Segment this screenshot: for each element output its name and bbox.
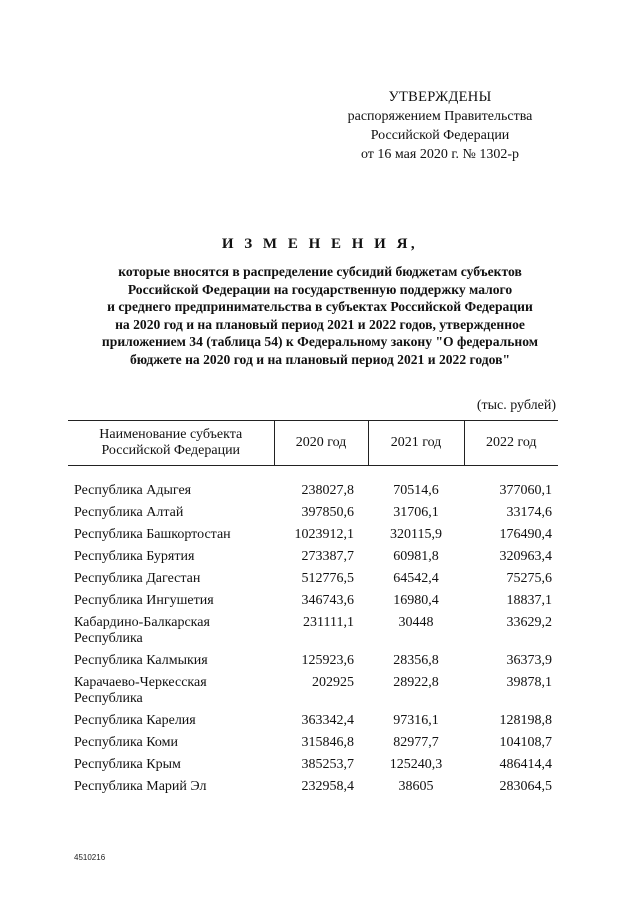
row-value-2021: 38605 — [398, 779, 434, 794]
units-label: (тыс. рублей) — [476, 398, 556, 413]
row-value-2022: 104108,7 — [499, 735, 552, 750]
subtitle-line: которые вносятся в распределение субсидий бюджетам субъектов — [118, 264, 522, 279]
document-title: И З М Е Н Е Н И Я, — [221, 236, 419, 252]
header-subject-line2: Российской Федерации — [101, 443, 241, 458]
table-row — [68, 480, 558, 502]
subtitle-line: приложением 34 (таблица 54) к Федеральному закону "О федеральном — [101, 334, 539, 349]
row-value-2022: 377060,1 — [499, 483, 552, 498]
row-subject-name-line1: Кабардино-Балкарская — [74, 615, 210, 630]
row-value-2020: 385253,7 — [301, 757, 354, 772]
approval-date-line: от 16 мая 2020 г. № 1302-р — [360, 147, 520, 162]
header-2021: 2021 год — [368, 421, 464, 466]
row-value-2021: 82977,7 — [393, 735, 439, 750]
row-subject-name-line1: Республика Ингушетия — [74, 593, 214, 608]
header-subject-line1: Наименование субъекта — [99, 427, 243, 442]
row-value-2021: 16980,4 — [393, 593, 439, 608]
table-row — [68, 754, 558, 776]
row-value-2021: 97316,1 — [393, 713, 439, 728]
row-value-2022: 36373,9 — [506, 653, 552, 668]
row-subject-name-line1: Республика Дагестан — [74, 571, 201, 586]
table-row — [68, 710, 558, 732]
row-value-2022: 283064,5 — [499, 779, 552, 794]
subtitle-line: на 2020 год и на плановый период 2021 и 2022 годов, утвержденное — [115, 316, 525, 332]
row-subject-name-line2: Республика — [74, 631, 143, 646]
row-value-2022: 486414,4 — [499, 757, 552, 772]
row-value-2021: 60981,8 — [393, 549, 439, 564]
row-value-2020: 232958,4 — [301, 779, 354, 794]
row-subject-name — [68, 650, 274, 672]
row-value-2020: 363342,4 — [301, 713, 354, 728]
approval-line: Российской Федерации — [370, 128, 510, 143]
row-subject-name-line1: Республика Алтай — [74, 505, 184, 520]
row-value-2022: 33174,6 — [506, 505, 552, 520]
table-row — [68, 672, 558, 710]
row-value-2020: 1023912,1 — [294, 527, 354, 542]
row-subject-name — [68, 546, 274, 568]
row-value-2022: 176490,4 — [499, 527, 552, 542]
row-subject-name-line1: Республика Бурятия — [74, 549, 195, 564]
row-subject-name-line1: Республика Марий Эл — [74, 779, 207, 794]
row-value-2020: 238027,8 — [301, 483, 354, 498]
table-row — [68, 590, 558, 612]
row-subject-name-line1: Республика Карелия — [74, 713, 196, 728]
row-value-2020: 346743,6 — [301, 593, 354, 608]
table-row — [68, 524, 558, 546]
row-value-2020: 273387,7 — [301, 549, 354, 564]
row-subject-name-line1: Республика Крым — [74, 757, 181, 772]
row-subject-name — [68, 672, 274, 710]
row-value-2021: 28356,8 — [393, 653, 439, 668]
row-value-2021: 125240,3 — [389, 757, 443, 772]
header-2022: 2022 год — [464, 421, 558, 466]
header-subject-name — [68, 421, 274, 466]
subtitle-line: и среднего предпринимательства в субъектах Российской Федерации — [107, 299, 533, 314]
document-subtitle — [60, 263, 580, 368]
table-header-row — [68, 421, 558, 466]
footer-code: 4510216 — [74, 853, 106, 862]
row-value-2021: 30448 — [398, 615, 434, 630]
subsidy-table — [68, 420, 558, 798]
row-value-2022: 128198,8 — [499, 713, 552, 728]
approval-title: УТВЕРЖДЕНЫ — [388, 89, 492, 105]
approval-line: распоряжением Правительства — [347, 109, 533, 124]
row-value-2020: 512776,5 — [301, 571, 354, 586]
table-body — [68, 466, 558, 799]
row-value-2021: 320115,9 — [390, 527, 442, 542]
table-row — [68, 732, 558, 754]
row-subject-name-line1: Республика Коми — [74, 735, 178, 750]
row-value-2020: 315846,8 — [301, 735, 354, 750]
row-subject-name — [68, 502, 274, 524]
row-subject-name-line1: Республика Адыгея — [74, 483, 192, 498]
subtitle-line: бюджете на 2020 год и на плановый период 2021 и 2022 годов" — [129, 351, 511, 367]
row-subject-name — [68, 568, 274, 590]
table-row — [68, 568, 558, 590]
table-row — [68, 546, 558, 568]
row-subject-name — [68, 754, 274, 776]
row-value-2022: 18837,1 — [506, 593, 552, 608]
row-subject-name-line1: Республика Башкортостан — [74, 527, 231, 542]
table-row — [68, 650, 558, 672]
row-subject-name-line2: Республика — [74, 691, 143, 706]
approval-block — [330, 88, 550, 164]
row-subject-name-line1: Карачаево-Черкесская — [74, 675, 207, 690]
row-subject-name — [68, 710, 274, 732]
row-value-2020: 397850,6 — [301, 505, 354, 520]
table-row — [68, 776, 558, 798]
row-subject-name — [68, 590, 274, 612]
row-subject-name — [68, 776, 274, 798]
row-value-2022: 33629,2 — [506, 615, 552, 630]
table-row — [68, 612, 558, 650]
document-heading — [60, 236, 580, 368]
row-value-2020: 202925 — [312, 675, 354, 690]
row-subject-name — [68, 524, 274, 546]
row-value-2022: 75275,6 — [506, 571, 552, 586]
row-value-2021: 64542,4 — [393, 571, 439, 586]
row-subject-name-line1: Республика Калмыкия — [74, 653, 208, 668]
header-2020: 2020 год — [274, 421, 368, 466]
row-value-2020: 231111,1 — [303, 615, 354, 630]
table-row — [68, 502, 558, 524]
row-value-2022: 320963,4 — [499, 549, 552, 564]
row-value-2020: 125923,6 — [301, 653, 354, 668]
row-value-2021: 28922,8 — [393, 675, 439, 690]
row-value-2021: 31706,1 — [393, 505, 439, 520]
row-value-2022: 39878,1 — [506, 675, 552, 690]
row-subject-name — [68, 480, 274, 502]
row-subject-name — [68, 612, 274, 650]
subtitle-line: Российской Федерации на государственную поддержку малого — [127, 281, 513, 297]
row-subject-name — [68, 732, 274, 754]
row-value-2021: 70514,6 — [393, 483, 439, 498]
